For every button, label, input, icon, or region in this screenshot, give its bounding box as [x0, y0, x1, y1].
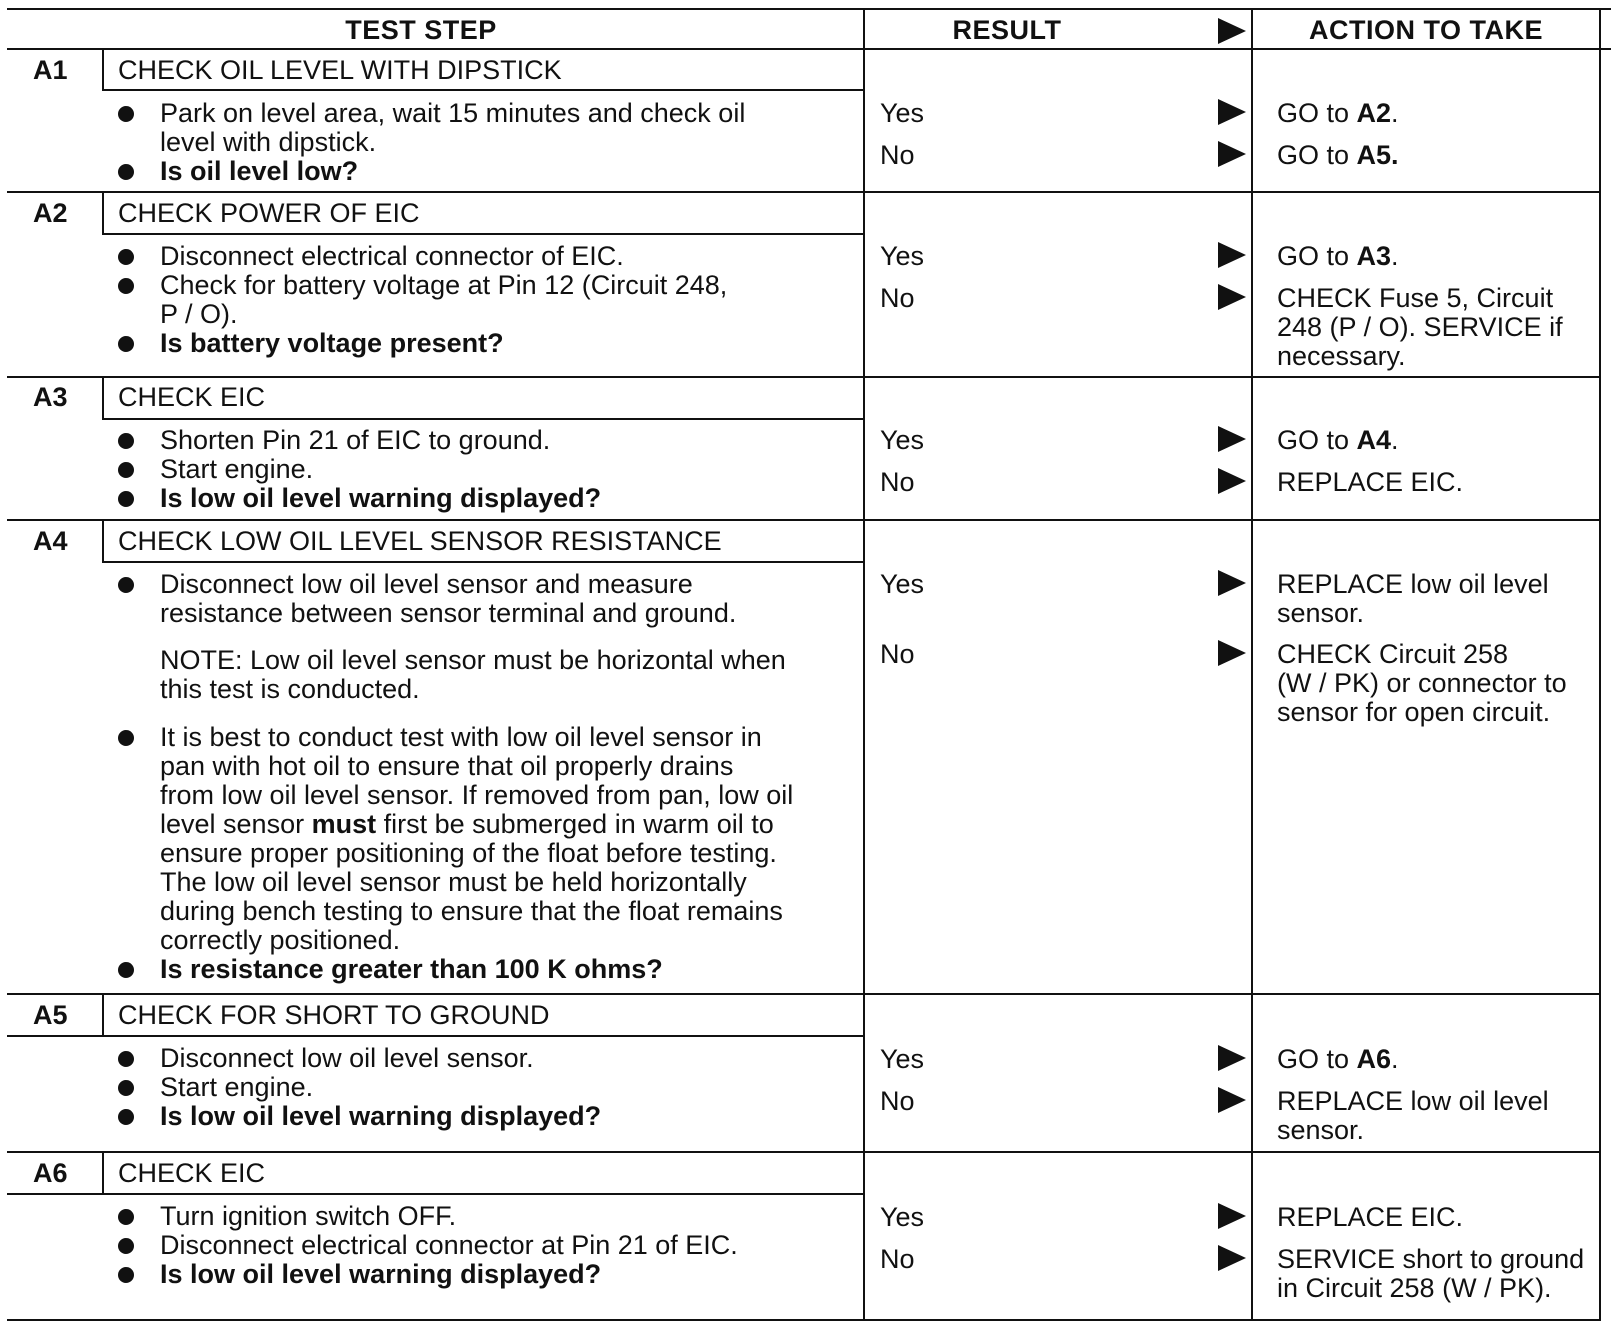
top-rule	[7, 8, 1611, 10]
step-question: Is low oil level warning displayed?	[160, 1259, 602, 1289]
bullet-icon	[118, 1238, 134, 1254]
result-yes: Yes	[880, 425, 925, 455]
bullet-icon	[118, 1051, 134, 1067]
step-instruction: P / O).	[160, 299, 238, 329]
step-instruction: Disconnect electrical connector of EIC.	[160, 241, 624, 271]
title-rule	[7, 1035, 865, 1037]
step-title: CHECK FOR SHORT TO GROUND	[118, 1000, 550, 1030]
step-id: A2	[33, 198, 68, 228]
step-instruction: Disconnect low oil level sensor.	[160, 1043, 534, 1073]
action-no: sensor for open circuit.	[1277, 697, 1551, 727]
col-divider-action	[1251, 8, 1253, 1321]
action-yes: GO to A6.	[1277, 1044, 1399, 1074]
step-note: this test is conducted.	[160, 674, 420, 704]
arrow-icon	[1218, 141, 1246, 167]
action-no: in Circuit 258 (W / PK).	[1277, 1273, 1552, 1303]
bullet-icon	[118, 1109, 134, 1125]
action-no: 248 (P / O). SERVICE if	[1277, 312, 1563, 342]
header-test-step: TEST STEP	[345, 15, 497, 45]
col-divider-result	[863, 8, 865, 1321]
action-no: necessary.	[1277, 341, 1406, 371]
header-rule	[7, 48, 1611, 50]
action-yes: sensor.	[1277, 598, 1365, 628]
header-arrow-icon	[1218, 18, 1246, 44]
row-separator	[7, 1151, 1601, 1153]
step-title: CHECK LOW OIL LEVEL SENSOR RESISTANCE	[118, 526, 722, 556]
step-instruction: Shorten Pin 21 of EIC to ground.	[160, 425, 551, 455]
step-id: A1	[33, 55, 68, 85]
result-no: No	[880, 283, 915, 313]
step-instruction: correctly positioned.	[160, 925, 401, 955]
action-no: REPLACE low oil level	[1277, 1086, 1549, 1116]
title-rule	[102, 89, 865, 91]
step-id: A3	[33, 382, 68, 412]
step-title: CHECK OIL LEVEL WITH DIPSTICK	[118, 55, 562, 85]
step-note: NOTE: Low oil level sensor must be horizontal when	[160, 645, 786, 675]
action-yes: GO to A3.	[1277, 241, 1399, 271]
diagnostic-table	[7, 8, 1611, 1324]
action-no: sensor.	[1277, 1115, 1365, 1145]
step-instruction: ensure proper positioning of the float before testing.	[160, 838, 777, 868]
step-title: CHECK EIC	[118, 382, 266, 412]
bottom-rule	[7, 1319, 1601, 1321]
result-no: No	[880, 467, 915, 497]
bullet-icon	[118, 164, 134, 180]
step-instruction: Disconnect electrical connector at Pin 21 of EIC.	[160, 1230, 738, 1260]
bullet-icon	[118, 106, 134, 122]
action-no: REPLACE EIC.	[1277, 467, 1464, 497]
bullet-icon	[118, 336, 134, 352]
header-action: ACTION TO TAKE	[1309, 15, 1543, 45]
action-no: SERVICE short to ground	[1277, 1244, 1585, 1274]
bullet-icon	[118, 1080, 134, 1096]
step-instruction: level sensor must first be submerged in warm oil to	[160, 809, 774, 839]
bullet-icon	[118, 962, 134, 978]
arrow-icon	[1218, 99, 1246, 125]
step-title: CHECK EIC	[118, 1158, 266, 1188]
step-id: A4	[33, 526, 68, 556]
row-separator	[7, 993, 1601, 995]
step-instruction: Disconnect low oil level sensor and measure	[160, 569, 693, 599]
row-separator	[7, 519, 1601, 521]
step-instruction: Start engine.	[160, 1072, 314, 1102]
arrow-icon	[1218, 1045, 1246, 1071]
step-instruction: during bench testing to ensure that the float remains	[160, 896, 783, 926]
action-no: CHECK Circuit 258	[1277, 639, 1509, 669]
step-question: Is battery voltage present?	[160, 328, 504, 358]
arrow-icon	[1218, 570, 1246, 596]
right-border	[1599, 8, 1601, 1321]
result-yes: Yes	[880, 98, 925, 128]
action-no: GO to A5.	[1277, 140, 1399, 170]
arrow-icon	[1218, 1087, 1246, 1113]
bullet-icon	[118, 1209, 134, 1225]
step-question: Is low oil level warning displayed?	[160, 1101, 602, 1131]
arrow-icon	[1218, 426, 1246, 452]
action-no: CHECK Fuse 5, Circuit	[1277, 283, 1554, 313]
result-yes: Yes	[880, 1044, 925, 1074]
row-separator	[7, 376, 1601, 378]
bullet-icon	[118, 433, 134, 449]
title-rule	[102, 561, 865, 563]
title-rule	[102, 233, 865, 235]
step-instruction: resistance between sensor terminal and ground.	[160, 598, 737, 628]
action-yes: GO to A2.	[1277, 98, 1399, 128]
header-result: RESULT	[952, 15, 1062, 45]
action-yes: REPLACE EIC.	[1277, 1202, 1464, 1232]
arrow-icon	[1218, 1245, 1246, 1271]
action-yes: REPLACE low oil level	[1277, 569, 1549, 599]
step-instruction: Start engine.	[160, 454, 314, 484]
step-instruction: Turn ignition switch OFF.	[160, 1201, 457, 1231]
arrow-icon	[1218, 468, 1246, 494]
step-instruction: The low oil level sensor must be held horizontally	[160, 867, 747, 897]
step-question: Is oil level low?	[160, 156, 359, 186]
title-rule	[102, 418, 865, 420]
step-id: A5	[33, 1000, 68, 1030]
arrow-icon	[1218, 242, 1246, 268]
step-title: CHECK POWER OF EIC	[118, 198, 420, 228]
bullet-icon	[118, 249, 134, 265]
step-question: Is low oil level warning displayed?	[160, 483, 602, 513]
bullet-icon	[118, 278, 134, 294]
action-no: (W / PK) or connector to	[1277, 668, 1567, 698]
step-instruction: from low oil level sensor. If removed from pan, low oil	[160, 780, 794, 810]
result-yes: Yes	[880, 241, 925, 271]
action-yes: GO to A4.	[1277, 425, 1399, 455]
arrow-icon	[1218, 1203, 1246, 1229]
result-no: No	[880, 1086, 915, 1116]
row-separator	[7, 191, 1601, 193]
bullet-icon	[118, 577, 134, 593]
result-yes: Yes	[880, 1202, 925, 1232]
step-instruction: level with dipstick.	[160, 127, 377, 157]
bullet-icon	[118, 491, 134, 507]
step-instruction: Check for battery voltage at Pin 12 (Circuit 248,	[160, 270, 728, 300]
result-no: No	[880, 140, 915, 170]
bullet-icon	[118, 1267, 134, 1283]
arrow-icon	[1218, 640, 1246, 666]
step-instruction: pan with hot oil to ensure that oil properly drains	[160, 751, 734, 781]
result-no: No	[880, 1244, 915, 1274]
arrow-icon	[1218, 284, 1246, 310]
bullet-icon	[118, 462, 134, 478]
step-instruction: Park on level area, wait 15 minutes and check oil	[160, 98, 746, 128]
title-rule	[7, 1193, 865, 1195]
step-id: A6	[33, 1158, 68, 1188]
bullet-icon	[118, 730, 134, 746]
result-no: No	[880, 639, 915, 669]
step-instruction: It is best to conduct test with low oil level sensor in	[160, 722, 762, 752]
step-question: Is resistance greater than 100 K ohms?	[160, 954, 663, 984]
result-yes: Yes	[880, 569, 925, 599]
